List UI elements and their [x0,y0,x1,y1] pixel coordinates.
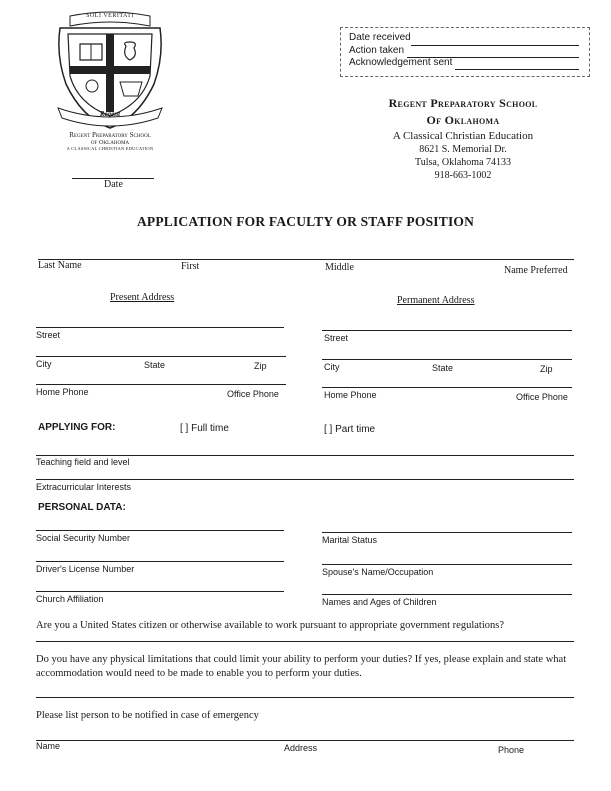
church-affiliation-label: Church Affiliation [36,594,104,604]
form-title: APPLICATION FOR FACULTY OR STAFF POSITION [136,214,475,229]
teaching-field-label: Teaching field and level [36,457,130,467]
permanent-home-phone-label: Home Phone [324,390,377,400]
marital-status-label: Marital Status [322,535,378,545]
license-line[interactable] [36,561,284,562]
school-info [350,96,576,181]
school-city: Tulsa, Oklahoma 74133 [414,157,512,168]
present-address-heading: Present Address [110,292,175,303]
last-name-label: Last Name [38,260,82,271]
first-name-label: First [181,261,200,272]
drivers-license-label: Driver's License Number [36,564,135,574]
citizen-question: Are you a United States citizen or otherwise available to work pursuant to appropriate government regulations? [36,620,504,631]
spouse-label: Spouse's Name/Occupation [322,567,434,577]
crest-caption-line3: A CLASSICAL CHRISTIAN EDUCATION [66,146,154,151]
present-street-label: Street [36,330,61,340]
limitations-question: Do you have any physical limitations that could limit your ability to perform your duties? If yes, please explain and state what accommodation would need to be made to enable you to perform your duties. [36,654,567,679]
church-line[interactable] [36,591,284,592]
crest-banner: Regent [99,110,121,118]
limitations-answer-line[interactable] [36,697,574,698]
extracurricular-line[interactable] [36,479,574,480]
ssn-label: Social Security Number [36,533,131,543]
children-label: Names and Ages of Children [322,597,437,607]
extracurricular-label: Extracurricular Interests [36,482,132,492]
crest-caption-line1: Regent Preparatory School [69,131,151,139]
emergency-name-label: Name [36,741,61,751]
emergency-contact-line[interactable] [36,740,574,741]
spouse-line[interactable] [322,564,572,565]
present-office-phone-label: Office Phone [227,389,279,399]
permanent-street-label: Street [324,333,349,343]
permanent-street-line[interactable] [322,330,572,331]
school-street: 8621 S. Memorial Dr. [419,144,507,155]
date-label: Date [104,179,123,190]
present-phone-line[interactable] [36,384,286,385]
emergency-phone-label: Phone [498,745,525,755]
present-city-label: City [36,359,52,369]
permanent-phone-line[interactable] [322,387,572,388]
ssn-line[interactable] [36,530,284,531]
school-tagline: A Classical Christian Education [392,130,534,142]
permanent-city-line[interactable] [322,359,572,360]
date-received-line[interactable] [411,45,579,46]
office-use-box [340,27,590,77]
part-time-checkbox[interactable]: [ ] Part time [324,424,376,435]
acknowledgement-sent-label: Acknowledgement sent [349,57,453,68]
children-line[interactable] [322,594,572,595]
applying-for-label: APPLYING FOR: [38,422,116,433]
full-time-checkbox[interactable]: [ ] Full time [180,423,229,434]
teaching-field-line[interactable] [36,455,574,456]
date-received-label: Date received [349,32,411,43]
crest-caption-line2: of Oklahoma [90,139,130,146]
present-city-line[interactable] [36,356,286,357]
school-name-line1: Regent Preparatory School [388,96,538,110]
permanent-address-heading: Permanent Address [397,295,475,306]
school-phone: 918-663-1002 [434,170,492,181]
emergency-address-label: Address [284,743,318,753]
action-taken-label: Action taken [349,45,405,56]
middle-name-label: Middle [325,262,354,273]
permanent-office-phone-label: Office Phone [516,392,568,402]
school-crest [52,6,168,130]
permanent-city-label: City [324,362,340,372]
present-street-line[interactable] [36,327,284,328]
present-state-label: State [144,360,166,370]
preferred-name-label: Name Preferred [504,265,568,276]
school-name-line2: Of Oklahoma [426,113,500,127]
crest-motto: SOLI VERITATI [86,13,134,19]
permanent-zip-label: Zip [540,364,553,374]
permanent-state-label: State [432,363,454,373]
name-line[interactable] [38,259,574,260]
present-home-phone-label: Home Phone [36,387,89,397]
marital-line[interactable] [322,532,572,533]
present-zip-label: Zip [254,361,267,371]
citizen-answer-line[interactable] [36,641,574,642]
personal-data-heading: PERSONAL DATA: [38,502,126,513]
emergency-prompt: Please list person to be notified in case of emergency [36,710,259,721]
acknowledgement-sent-line[interactable] [455,69,579,70]
